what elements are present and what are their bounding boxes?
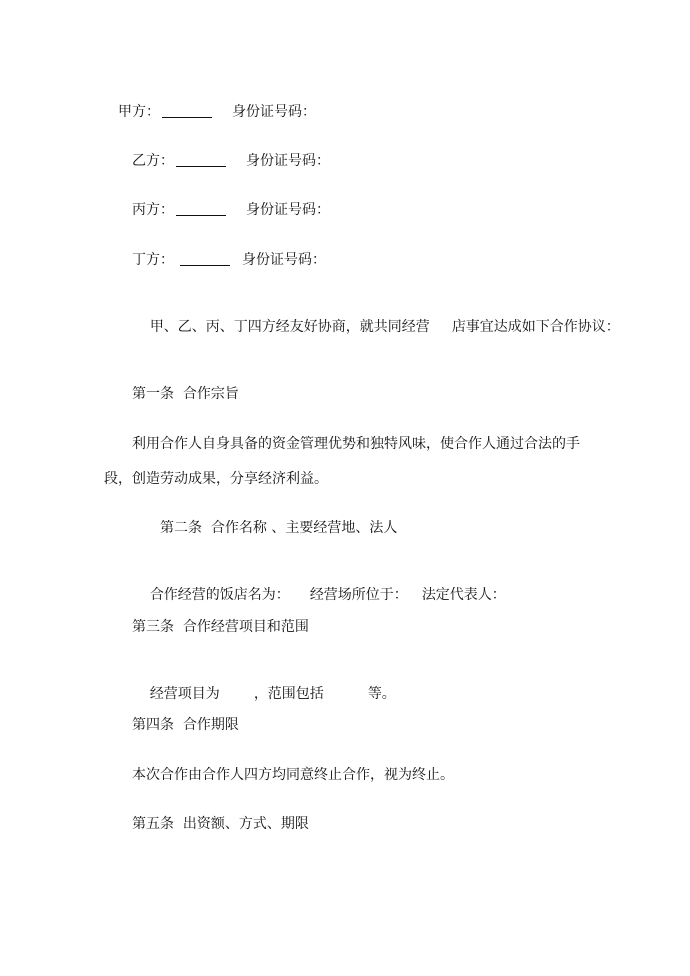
party-b-name-blank (176, 152, 226, 167)
article-4-text: 本次合作由合作人四方均同意终止合作，视为终止。 (132, 767, 454, 783)
party-d-label: 丁方： (132, 252, 174, 268)
party-a-id-label: 身份证号码： (232, 104, 316, 120)
party-c-label: 丙方： (132, 202, 174, 218)
article-4-title: 第四条 合作期限 (132, 717, 239, 733)
party-b-label: 乙方： (132, 153, 174, 169)
party-d-line (132, 251, 326, 269)
party-a-label: 甲方： (118, 104, 160, 120)
intro-part1: 甲、乙、丙、丁四方经友好协商，就共同经营 (149, 319, 430, 335)
party-c-line (132, 201, 330, 219)
intro-line (132, 300, 620, 354)
article-2-details (132, 568, 506, 622)
article-2-title: 第二条 合作名称 、主要经营地、法人 (160, 520, 398, 536)
article-1-text-line-2: 段，创造劳动成果，分享经济利益。 (104, 471, 328, 487)
restaurant-name-label: 合作经营的饭店名为： (149, 587, 290, 603)
article-1-title: 第一条 合作宗旨 (132, 386, 239, 402)
party-a-name-blank (162, 103, 212, 118)
party-b-line (132, 152, 330, 170)
party-d-name-blank (180, 251, 230, 266)
party-a-line (118, 103, 316, 121)
party-c-name-blank (176, 201, 226, 216)
article-1-text-line-1: 利用合作人自身具备的资金管理优势和独特风味，使合作人通过合法的手 (132, 436, 580, 452)
party-d-id-label: 身份证号码： (242, 252, 326, 268)
scope-label: ，范围包括 (253, 686, 324, 702)
location-label: 经营场所位于： (309, 587, 408, 603)
business-items-label: 经营项目为 (149, 686, 220, 702)
party-b-id-label: 身份证号码： (246, 153, 330, 169)
legal-rep-label: 法定代表人： (421, 587, 506, 603)
party-c-id-label: 身份证号码： (246, 202, 330, 218)
article-3-title: 第三条 合作经营项目和范围 (132, 619, 309, 635)
article-5-title: 第五条 出资额、方式、期限 (132, 816, 309, 832)
article-3-details (132, 667, 396, 721)
etc-label: 等。 (367, 686, 396, 702)
intro-part2: 店事宜达成如下合作协议： (451, 319, 620, 335)
